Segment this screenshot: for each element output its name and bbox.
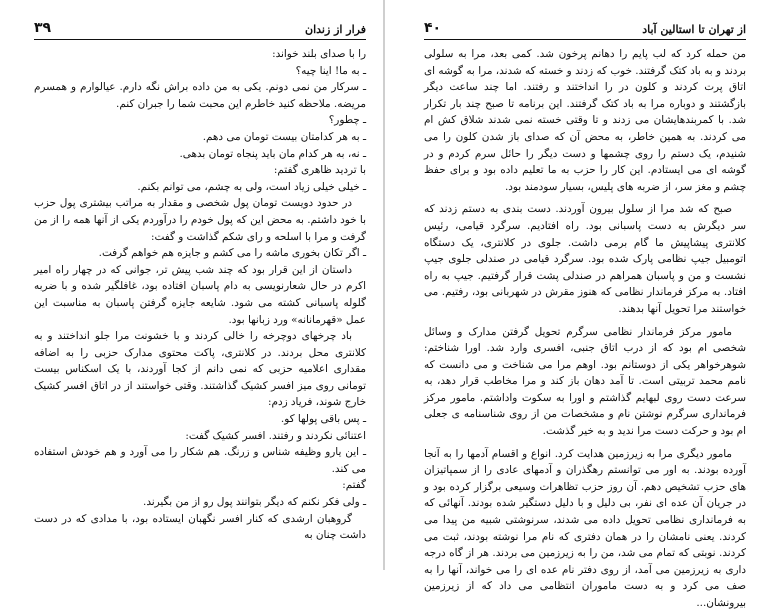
left-page-body xyxy=(34,46,366,544)
paragraph: ـ خیلی خیلی زیاد است، ولی به چشم، می توانم بکنم. xyxy=(137,180,366,193)
paragraph: مامور مرکز فرماندار نظامی سرگرم تحویل گرفتن مدارک و وسائل شخصی ام بود که از درب اتاق جنبی، افسری وارد شد. اورا شناختم: شوهرخواهر یکی از دوستانم بود. اوهم مرا می شناخت و می دانست که نامم محمد تربیتی است. تا آمد دهان باز کند و مرا مخاطب قرار دهد، به سرعت دست روی لبهایم گذاشتم و اورا به سکوت واداشتم. مامور مرکز فرمانداری سرگرم نوشتن نام و مشخصات من از روی شناسنامه ی جعلی ام بود و حرکت دست مرا ندید و به خیر گذشت. xyxy=(424,325,746,438)
paragraph: ـ نه، به هر کدام مان باید پنجاه تومان بدهی. xyxy=(179,147,366,160)
paragraph: را با صدای بلند خواند: xyxy=(272,48,366,60)
left-running-title: فرار از زندان xyxy=(304,23,366,36)
paragraph: ـ به هر کدامتان بیست تومان می دهم. xyxy=(202,130,366,143)
paragraph: در حدود دویست تومان پول شخصی و مقدار به مراتب بیشتری پول حزب با خود داشتم. به محض این که پول خودم را درآوردم یکی از آنها همه را از من گرفت و مرا با اسلحه و رای شکم گذاشت و گفت: xyxy=(34,197,366,243)
paragraph: ـ ولی فکر نکنم که دیگر بتوانند پول رو از من بگیرند. xyxy=(143,496,366,509)
paragraph: ـ چطور؟ xyxy=(328,114,366,127)
right-running-title: از تهران تا استالین آباد xyxy=(642,23,746,36)
paragraph: ـ این یارو وظیفه شناس و زرنگ. هم شکار را می آورد و هم خودش استفاده می کند. xyxy=(34,446,366,475)
paragraph: صبح که شد مرا از سلول بیرون آوردند. دست بندی به دستم زدند که سر دیگرش به دست پاسبانی بود. راه افتادیم. سرگرد قیامی، رئیس کلانتری پیشاپیش ما گام برمی داشت. جلوی در کلانتری، یک دستگاه اتومبیل جیپ نظامی پارک شده بود. سرگرد قیامی در صندلی جلوی جیپ نشست و من و پاسبان همراهم در صندلی پشت قرار گرفتیم. جیپ به راه افتاد. به مرکز فرماندار نظامی که هنوز مقرش در شهربانی بود، رفتیم. می خواستند مرا تحویل آنها بدهند. xyxy=(424,203,746,315)
paragraph: باد چرخهای دوچرخه را خالی کردند و با خشونت مرا جلو انداختند و به کلانتری محل بردند. در کلانتری، پاکت محتوی مدارک حزبی را به اضافه مقداری اعلامیه حزبی که نمی دانم از کجا آوردند، با یک اسکناس بیست تومانی روی میز افسر کشیک گذاشتند. وقتی خواستند از در اتاق افسر کشیک خارج شوند، فریاد زدم: xyxy=(34,330,366,409)
paragraph: ـ سرکار من نمی دونم. یکی به من داده براش نگه دارم. عیالوارم و همسرم مریضه. ملاحظه کنید خاطرم این محبت شما را جبران کنم. xyxy=(34,81,366,110)
right-page-number: ۴۰ xyxy=(424,20,442,36)
left-page-number: ۳۹ xyxy=(34,20,52,36)
right-page-body xyxy=(424,46,746,612)
paragraph: مامور دیگری مرا به زیرزمین هدایت کرد. انواع و اقسام آدمها را به آنجا آورده بودند. به اور می توانستم رهگذران و آدمهای عادی را از سمپاتیزان های حزب تشخیص دهم. آن روز حزب تظاهرات وسیعی برگزار کرده بود و در جریان آن عده ای نفر، بی دلیل و با دلیل دستگیر شده بودند. آنهائی که به فرمانداری نظامی تحویل داده می شدند، سرنوشتی شبیه من پیدا می کردند. یعنی نامشان را در همان دفتری که نام مرا نوشته بودند، ثبت می کردند. نوبتی که تمام می شد، من را به زیرزمین می بردند. هر از گاه درجه داری به زیرزمین می آمد، از روی دفتر نام عده ای را می خواند، آنها را به صف می کرد و به دست ماموران انتظامی می داد که از زیرزمین بیرونشان... xyxy=(424,447,746,609)
right-page-header xyxy=(424,14,746,40)
paragraph: داستان از این قرار بود که چند شب پیش تر، جوانی که در چهار راه امیر اکرم در حال شعارنویسی به دام پاسبان افتاده بود، غافلگیر شده و با ضربه گلوله پاسبانی کشته می شود. شایعه جایزه گرفتن پاسبان به مناسبت این عمل «قهرمانانه» ورد زبانها بود. xyxy=(34,263,366,326)
right-page xyxy=(384,0,768,609)
paragraph: گروهبان ارشدی که کنار افسر نگهبان ایستاده بود، با مدادی که در دست داشت چنان به xyxy=(34,512,366,542)
left-page xyxy=(0,0,384,570)
paragraph: گفتم: xyxy=(342,479,366,492)
paragraph: ـ پس باقی پولها کو. xyxy=(280,413,366,426)
paragraph: من حمله کرد که لب پایم را دهانم پرخون شد. کمی بعد، مرا به سلولی بردند و به باد کتک گرفتند. خوب که زدند و خسته که شدند، مرا به گوشه ای اتاق پرت کردند و کلون در را انداختند و رفتند. اما چند ساعت دیگر بازگشتند و دوباره مرا به باد کتک گرفتند. این برنامه تا صبح چند بار تکرار شد. با کمربندهایشان می زدند و تا وقتی خسته نمی شدند شلاق کش ام می کردند. به همین خاطر، به محض آن که صدای باز شدن کلون را می شنیدم، یک دستم را روی چشمها و دست دیگر را حائل سرم کردم و در گوشه ای می ایستادم. این کار را حزب به ما تعلیم داده بود و برای حفظ چشم و مغز سر، از ضربه های پلیس، بسیار سودمند بود. xyxy=(424,48,746,193)
paragraph: با تردید ظاهری گفتم: xyxy=(273,164,366,177)
paragraph: اعتنائی نکردند و رفتند. افسر کشیک گفت: xyxy=(185,429,366,442)
left-page-header xyxy=(34,14,366,40)
paragraph: ـ به ما! اینا چیه؟ xyxy=(295,64,366,77)
paragraph: ـ اگر تکان بخوری ماشه را می کشم و جایزه هم خواهم گرفت. xyxy=(98,247,366,260)
